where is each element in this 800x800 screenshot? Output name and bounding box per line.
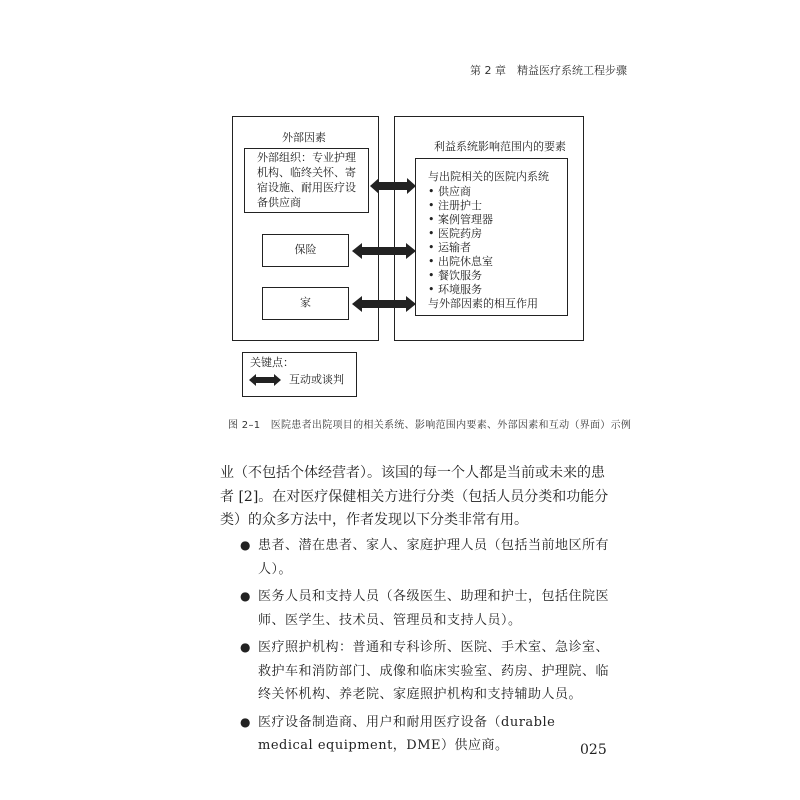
chapter-header: 第 2 章 精益医疗系统工程步骤 — [470, 64, 627, 77]
bullet-dot-icon: ● — [240, 640, 251, 654]
external-factors-title: 外部因素 — [282, 131, 326, 144]
list-item: ● 患者、潜在患者、家人、家庭护理人员（包括当前地区所有人）。 — [240, 534, 612, 581]
external-org-line-3: 宿设施、耐用医疗设 — [257, 181, 356, 194]
external-org-line-2: 机构、临终关怀、寄 — [257, 166, 356, 179]
hospital-system-item: • 运输者 — [428, 241, 471, 254]
double-arrow-icon — [370, 176, 416, 196]
hospital-system-item: • 注册护士 — [428, 199, 482, 212]
hospital-systems-heading: 与出院相关的医院内系统 — [428, 170, 549, 183]
external-org-line-4: 备供应商 — [257, 196, 301, 209]
insurance-label: 保险 — [294, 243, 317, 256]
hospital-system-item: • 出院休息室 — [428, 255, 493, 268]
bullet-dot-icon: ● — [240, 714, 251, 729]
body-paragraph: 业（不包括个体经营者）。该国的每一个人都是当前或未来的患者 [2]。在对医疗保健相关方进行分类（包括人员分类和功能分类）的众多方法中，作者发现以下分类非常有用。 — [220, 465, 609, 528]
hospital-system-item: • 案例管理器 — [428, 213, 493, 226]
double-arrow-icon — [352, 241, 416, 261]
system-scope-title: 利益系统影响范围内的要素 — [434, 140, 566, 153]
external-interaction-footer: 与外部因素的相互作用 — [428, 297, 538, 310]
hospital-system-item: • 供应商 — [428, 185, 471, 198]
legend-label: 互动或谈判 — [289, 373, 344, 386]
page-number: 025 — [580, 742, 607, 758]
double-arrow-icon — [249, 372, 281, 388]
legend-title: 关键点： — [250, 356, 294, 369]
bullet-list — [240, 534, 612, 762]
figure-caption: 图 2–1 医院患者出院项目的相关系统、影响范围内要素、外部因素和互动（界面）示例 — [228, 420, 632, 431]
hospital-system-item: • 餐饮服务 — [428, 269, 482, 282]
hospital-system-item: • 环境服务 — [428, 283, 482, 296]
list-item: ● 医务人员和支持人员（各级医生、助理和护士，包括住院医师、医学生、技术员、管理员和支持人员）。 — [240, 585, 612, 632]
hospital-system-item: • 医院药房 — [428, 227, 482, 240]
list-item: ● 医疗设备制造商、用户和耐用医疗设备（durable medical equipment，DME）供应商。 — [240, 711, 612, 758]
bullet-dot-icon: ● — [240, 589, 251, 603]
external-org-line-1: 外部组织：专业护理 — [257, 151, 356, 164]
list-item: ● 医疗照护机构：普通和专科诊所、医院、手术室、急诊室、救护车和消防部门、成像和临床实验室、药房、护理院、临终关怀机构、养老院、家庭照护机构和支持辅助人员。 — [240, 636, 612, 707]
bullet-dot-icon: ● — [240, 538, 251, 552]
home-label: 家 — [300, 296, 311, 309]
double-arrow-icon — [352, 294, 416, 314]
